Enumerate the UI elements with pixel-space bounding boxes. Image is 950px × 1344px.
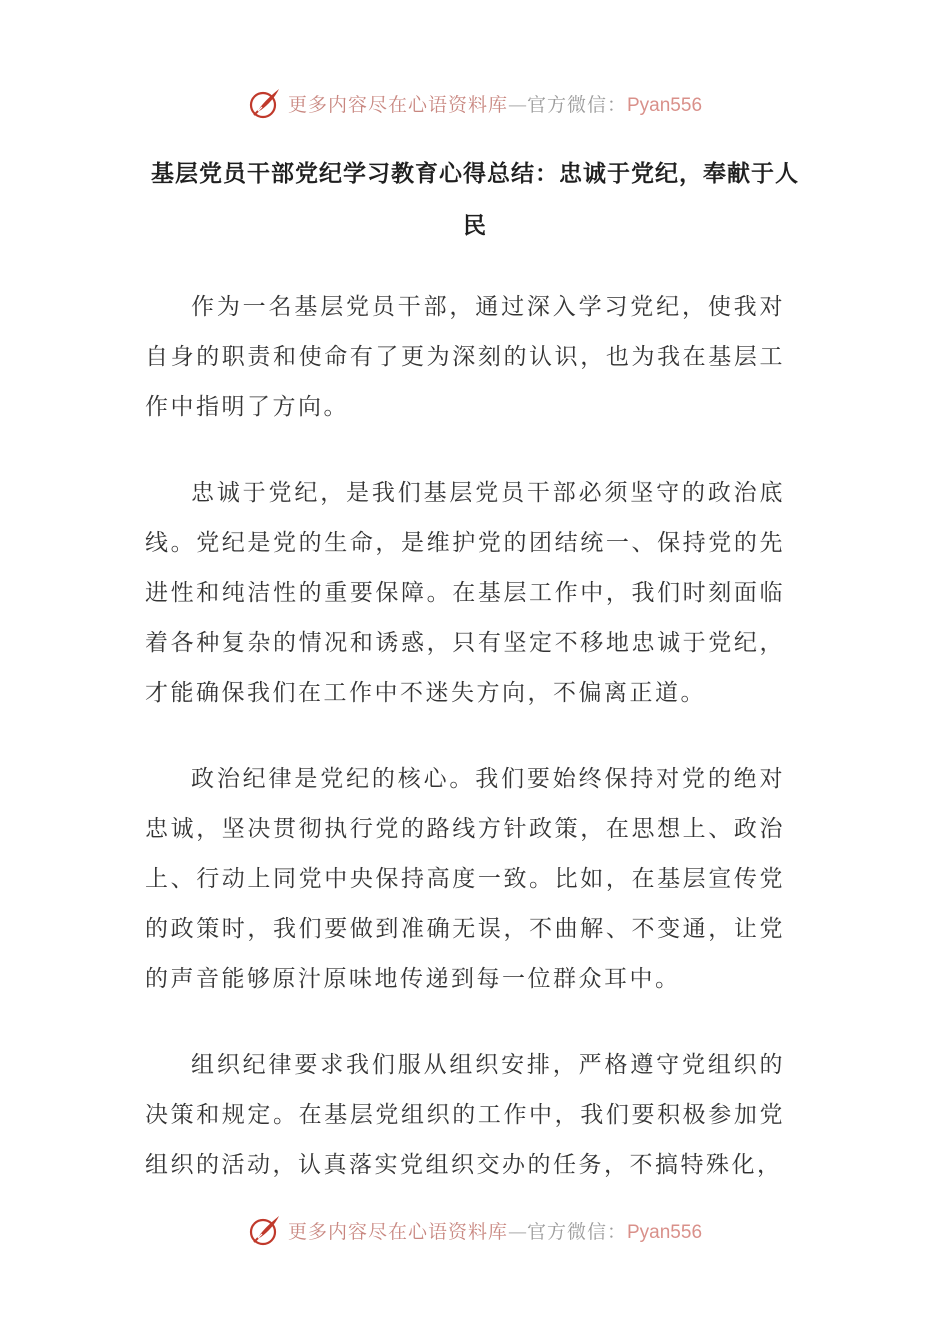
paragraph: 作为一名基层党员干部，通过深入学习党纪，使我对自身的职责和使命有了更为深刻的认识，也为我在基层工作中指明了方向。 [145,294,785,420]
wechat-id: Pyan556 [627,94,703,116]
banner-text [288,90,702,117]
quill-logo-icon [248,86,282,120]
wechat-id: Pyan556 [627,1221,703,1243]
quill-logo-icon [248,1213,282,1247]
wechat-label: 官方微信： [526,1220,627,1243]
banner-separator: — [507,1220,527,1243]
banner-separator: — [507,93,527,116]
document-body [145,282,785,1226]
paragraph: 忠诚于党纪，是我们基层党员干部必须坚守的政治底线。党纪是党的生命，是维护党的团结统一、保持党的先进性和纯洁性的重要保障。在基层工作中，我们时刻面临着各种复杂的情况和诱惑，只有坚定不移地忠诚于党纪，才能确保我们在工作中不迷失方向，不偏离正道。 [145,480,785,706]
document-title: 基层党员干部党纪学习教育心得总结：忠诚于党纪，奉献于人民 [151,161,799,239]
brand-text: 更多内容尽在心语资料库 [287,93,508,116]
brand-text: 更多内容尽在心语资料库 [287,1220,508,1243]
paragraph: 政治纪律是党纪的核心。我们要始终保持对党的绝对忠诚，坚决贯彻执行党的路线方针政策，在思想上、政治上、行动上同党中央保持高度一致。比如，在基层宣传党的政策时，我们要做到准确无误，不曲解、不变通，让党的声音能够原汁原味地传递到每一位群众耳中。 [145,766,785,992]
paragraph: 组织纪律要求我们服从组织安排，严格遵守党组织的决策和规定。在基层党组织的工作中，我们要积极参加党组织的活动，认真落实党组织交办的任务，不搞特殊化， [145,1052,785,1178]
header-banner [0,83,950,123]
wechat-label: 官方微信： [526,93,627,116]
banner-text [288,1217,702,1244]
footer-banner [0,1210,950,1250]
